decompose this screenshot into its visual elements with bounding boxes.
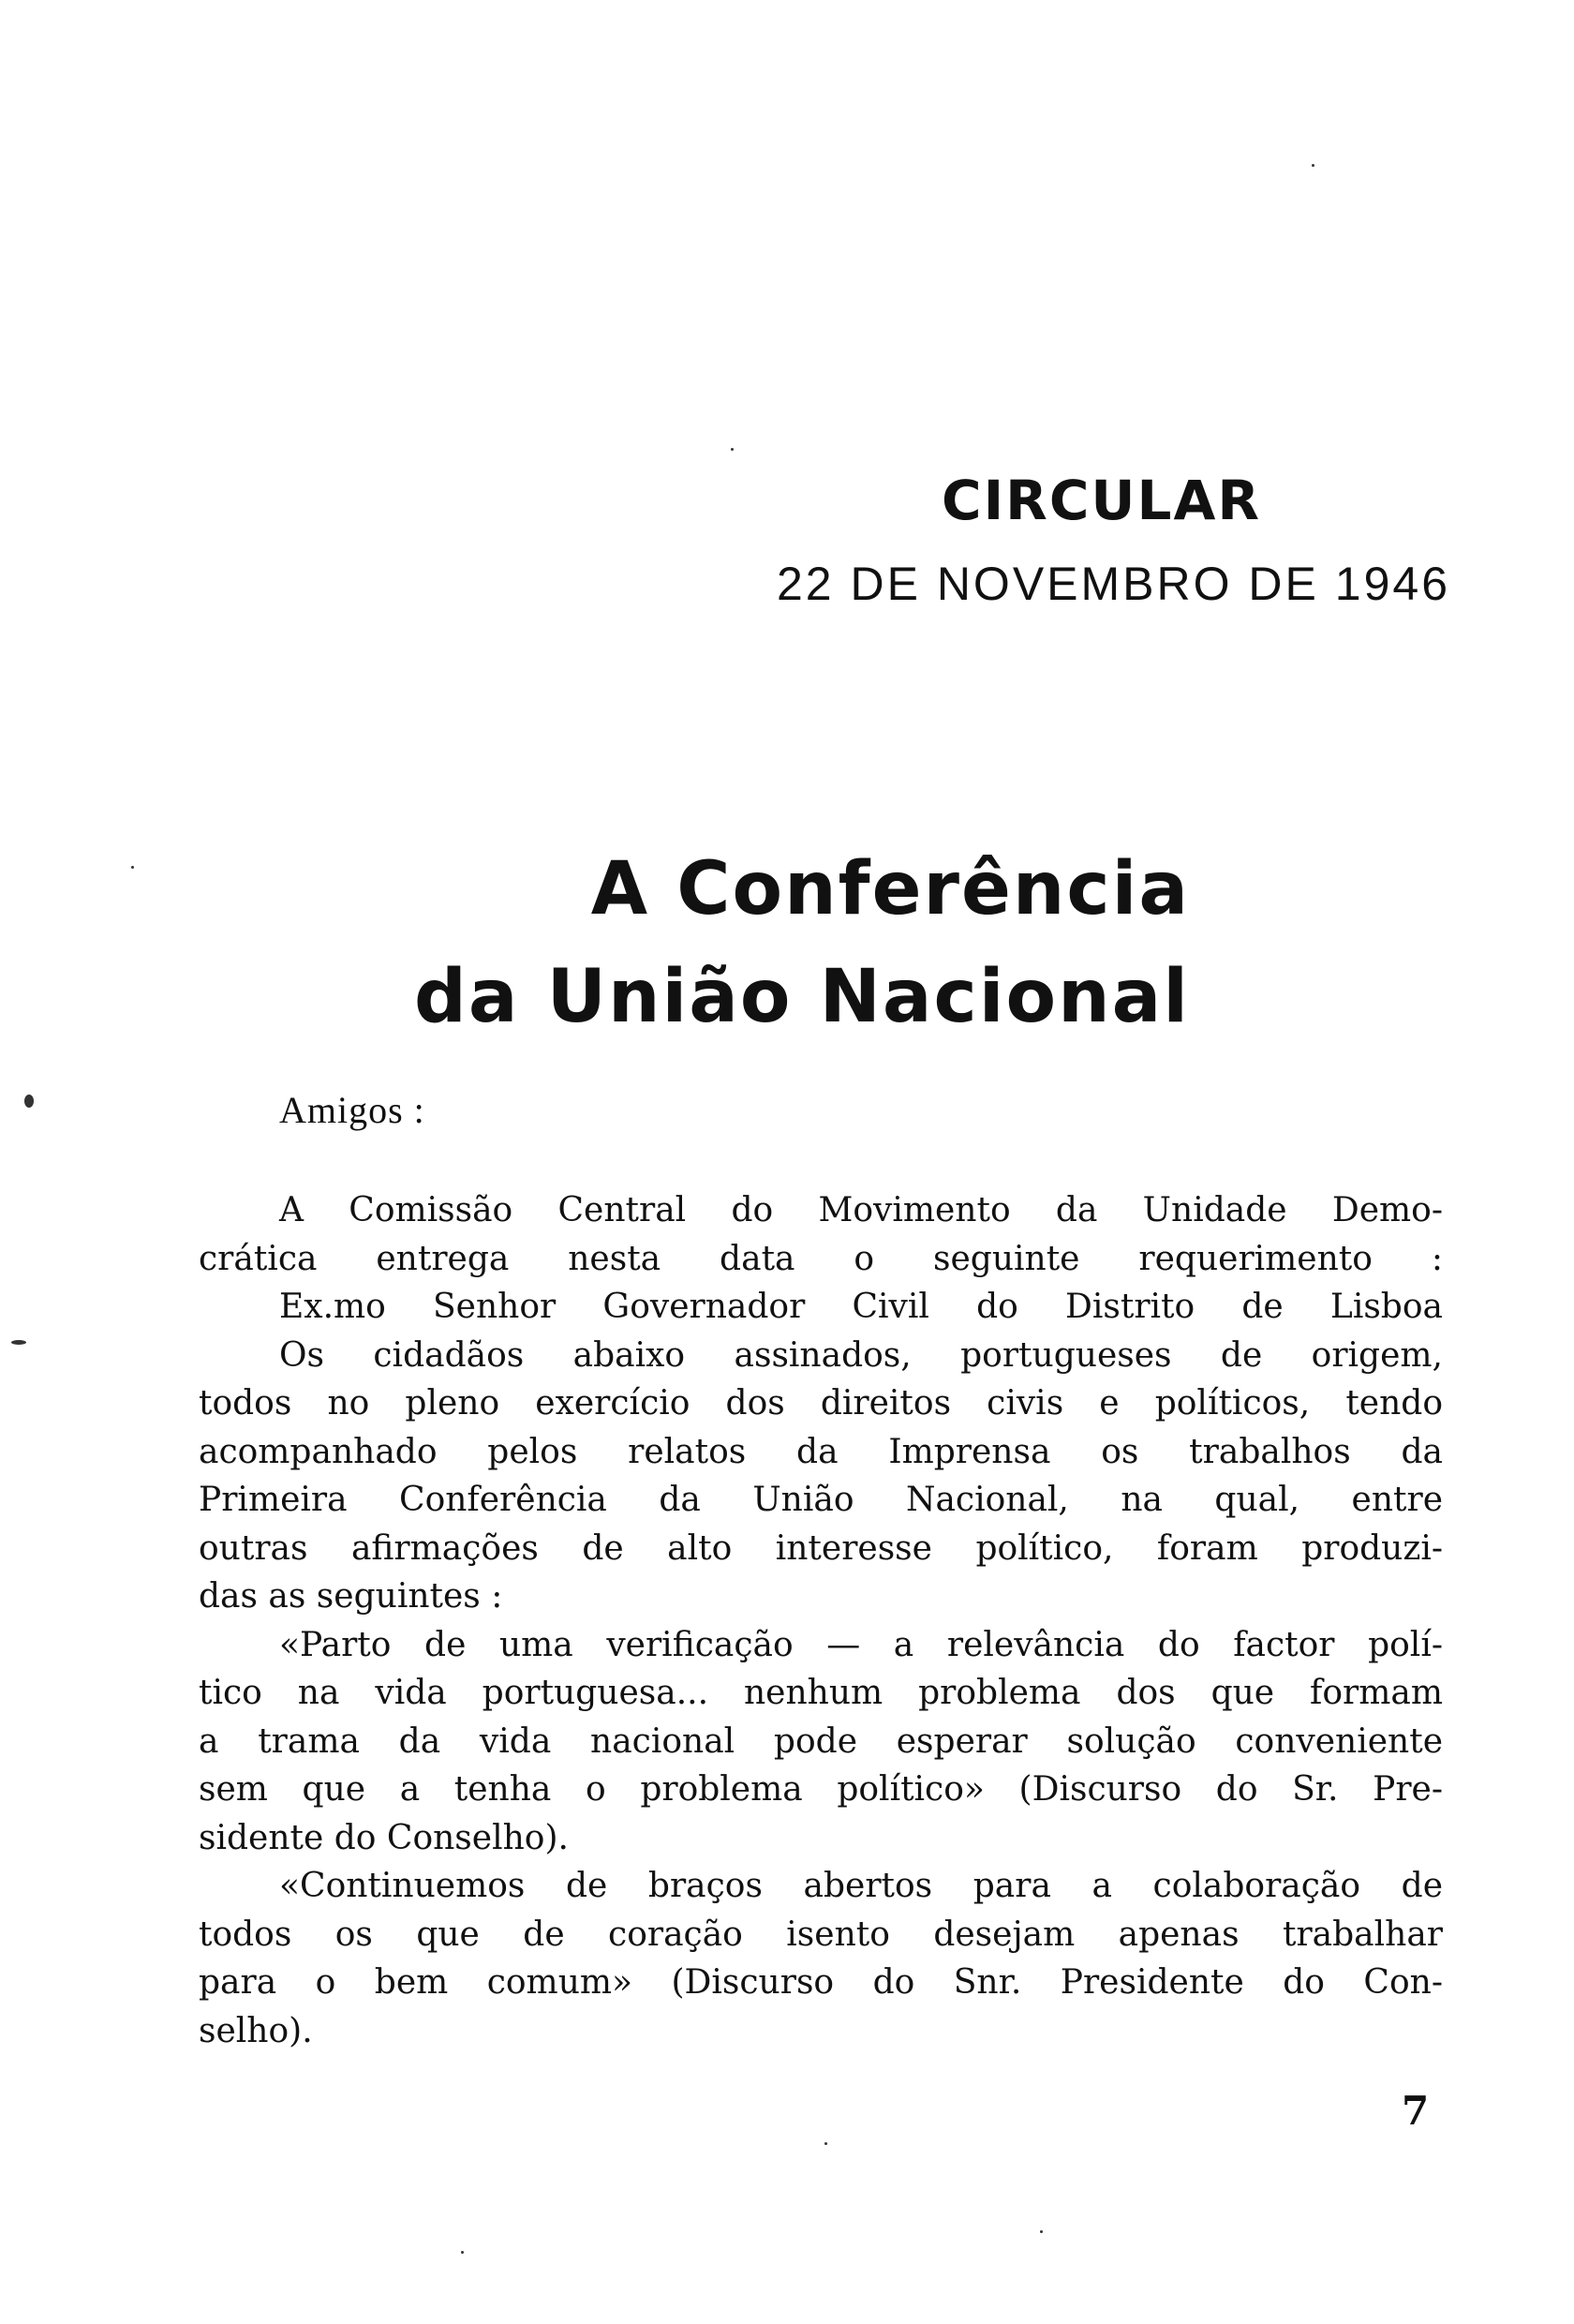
body-line: Os cidadãos abaixo assinados, portugueses de origem, <box>279 1335 1443 1375</box>
body-line: a trama da vida nacional pode esperar solução conveniente <box>199 1721 1443 1761</box>
body-line: Ex.mo Senhor Governador Civil do Distrito de Lisboa <box>279 1288 1443 1326</box>
title-line-2: da União Nacional <box>414 955 1190 1039</box>
body-text <box>199 1186 1443 2055</box>
scan-speck <box>731 448 734 451</box>
article-title <box>0 836 1190 1051</box>
scan-speck <box>1312 164 1314 167</box>
scan-speck <box>24 1095 34 1108</box>
body-line: Primeira Conferência da União Nacional, na qual, entre <box>199 1481 1443 1519</box>
body-line: «Parto de uma verificação — a relevância do factor polí- <box>279 1625 1443 1664</box>
body-line: para o bem comum» (Discurso do Snr. Presidente do Con- <box>199 1963 1443 2002</box>
body-line: selho). <box>199 2011 313 2050</box>
scan-speck <box>131 866 134 869</box>
body-line: A Comissão Central do Movimento da Unidade Demo- <box>279 1191 1443 1229</box>
body-line: «Continuemos de braços abertos para a colaboração de <box>279 1867 1443 1905</box>
scan-speck <box>824 2142 827 2145</box>
circular-date: 22 DE NOVEMBRO DE 1946 <box>776 558 1450 610</box>
body-line: tico na vida portuguesa... nenhum problema dos que formam <box>199 1674 1443 1712</box>
title-line-1: A Conferência <box>590 847 1190 931</box>
body-line: todos os que de coração isento desejam apenas trabalhar <box>199 1914 1443 1954</box>
body-line: outras afirmações de alto interesse político, foram produzi- <box>199 1528 1443 1568</box>
body-line: sem que a tenha o problema político» (Discurso do Sr. Pre- <box>199 1770 1443 1809</box>
page-number: 7 <box>1402 2088 1430 2134</box>
scan-speck <box>461 2251 464 2254</box>
body-line: sidente do Conselho). <box>199 1818 569 1857</box>
body-line: crática entrega nesta data o seguinte requerimento : <box>199 1239 1443 1278</box>
body-line: todos no pleno exercício dos direitos civis e políticos, tendo <box>199 1384 1443 1423</box>
salutation: Amigos : <box>279 1089 425 1131</box>
scan-speck <box>1040 2230 1043 2233</box>
circular-heading: CIRCULAR <box>942 469 1261 532</box>
scan-speck <box>11 1340 26 1345</box>
body-line: das as seguintes : <box>199 1577 503 1616</box>
body-line: acompanhado pelos relatos da Imprensa os trabalhos da <box>199 1432 1443 1471</box>
